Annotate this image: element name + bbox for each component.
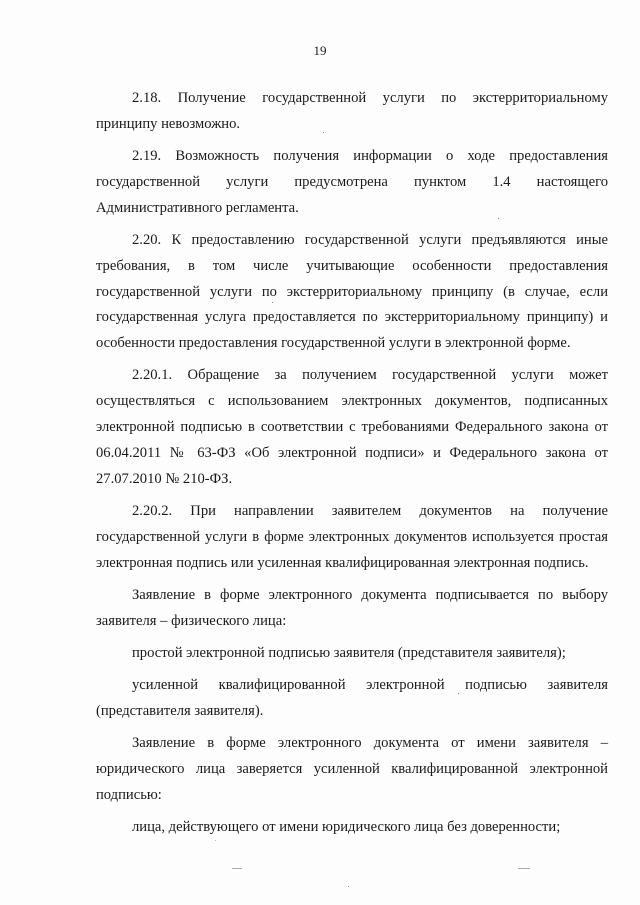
list-item-qualified-signature: усиленной квалифицированной электронной подписью заявителя (представителя заявителя). [96, 677, 608, 720]
scan-mark [232, 868, 242, 869]
paragraph-2-20-1: 2.20.1. Обращение за получением государственной услуги может осуществляться с использованием электронных документов, подписанных электронной подписью в соответствии с требованиями Федерального закона от 06.04.2011 № 63-ФЗ «Об электронной подписи» и Федерального закона от 27.07.2010 № 210-ФЗ. [96, 367, 608, 487]
paragraph-2-19: 2.19. Возможность получения информации о ходе предоставления государственной услуги предусмотрена пунктом 1.4 настоящего Административного регламента. [96, 148, 608, 216]
paragraph-2-20: 2.20. К предоставлению государственной услуги предъявляются иные требования, в том числе учитывающие особенности предоставления государственной услуги по экстерриториальному принципу (в случае, если государственная услуга предоставляется по экстерриториальному принципу) и особенности предоставления государственной услуги в электронной форме. [96, 231, 608, 352]
paragraph-individual-signature: Заявление в форме электронного документа подписывается по выбору заявителя – физического лица: [96, 586, 608, 629]
scan-mark [518, 868, 530, 869]
page-number: 19 [313, 43, 327, 58]
scan-dot [348, 886, 349, 887]
document-body [96, 86, 608, 848]
list-item-person-without-power-of-attorney: лица, действующего от имени юридического лица без доверенности; [132, 819, 561, 836]
list-item-simple-signature: простой электронной подписью заявителя (представителя заявителя); [132, 644, 566, 661]
paragraph-2-18: 2.18. Получение государственной услуги по экстерриториальному принципу невозможно. [96, 90, 608, 132]
paragraph-legal-entity-signature: Заявление в форме электронного документа от имени заявителя – юридического лица заверяется усиленной квалифицированной электронной подписью: [96, 735, 608, 803]
paragraph-2-20-2: 2.20.2. При направлении заявителем документов на получение государственной услуги в форме электронных документов используется простая электронная подпись или усиленная квалифицированная электронная подпись. [96, 502, 608, 571]
